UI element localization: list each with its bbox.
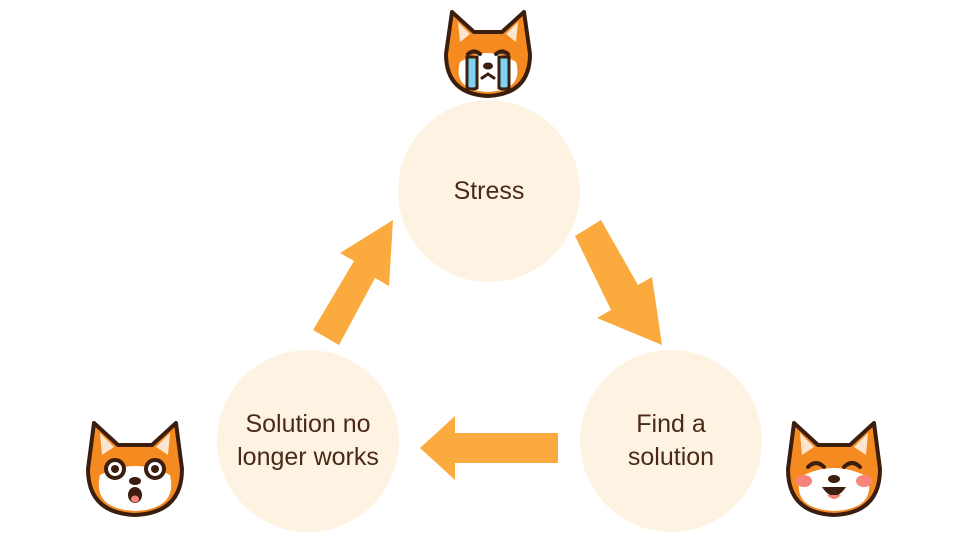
stress-label: Stress [453,176,525,205]
find-solution-node [580,350,762,532]
crying-shiba-icon [438,4,538,100]
solution-fails-label-line-1: Solution no [245,410,371,438]
arrow-fail-to-stress [313,220,393,345]
solution-fails-label-line-2: longer works [237,443,379,471]
shocked-shiba-icon [80,415,190,519]
happy-shiba-icon [780,415,888,519]
find-solution-label-line-2: solution [627,443,715,471]
stress-node [398,100,580,282]
solution-fails-node [217,350,399,532]
arrow-stress-to-find [575,220,662,345]
find-solution-label-line-1: Find a [636,410,706,438]
arrow-find-to-fail [420,416,558,480]
